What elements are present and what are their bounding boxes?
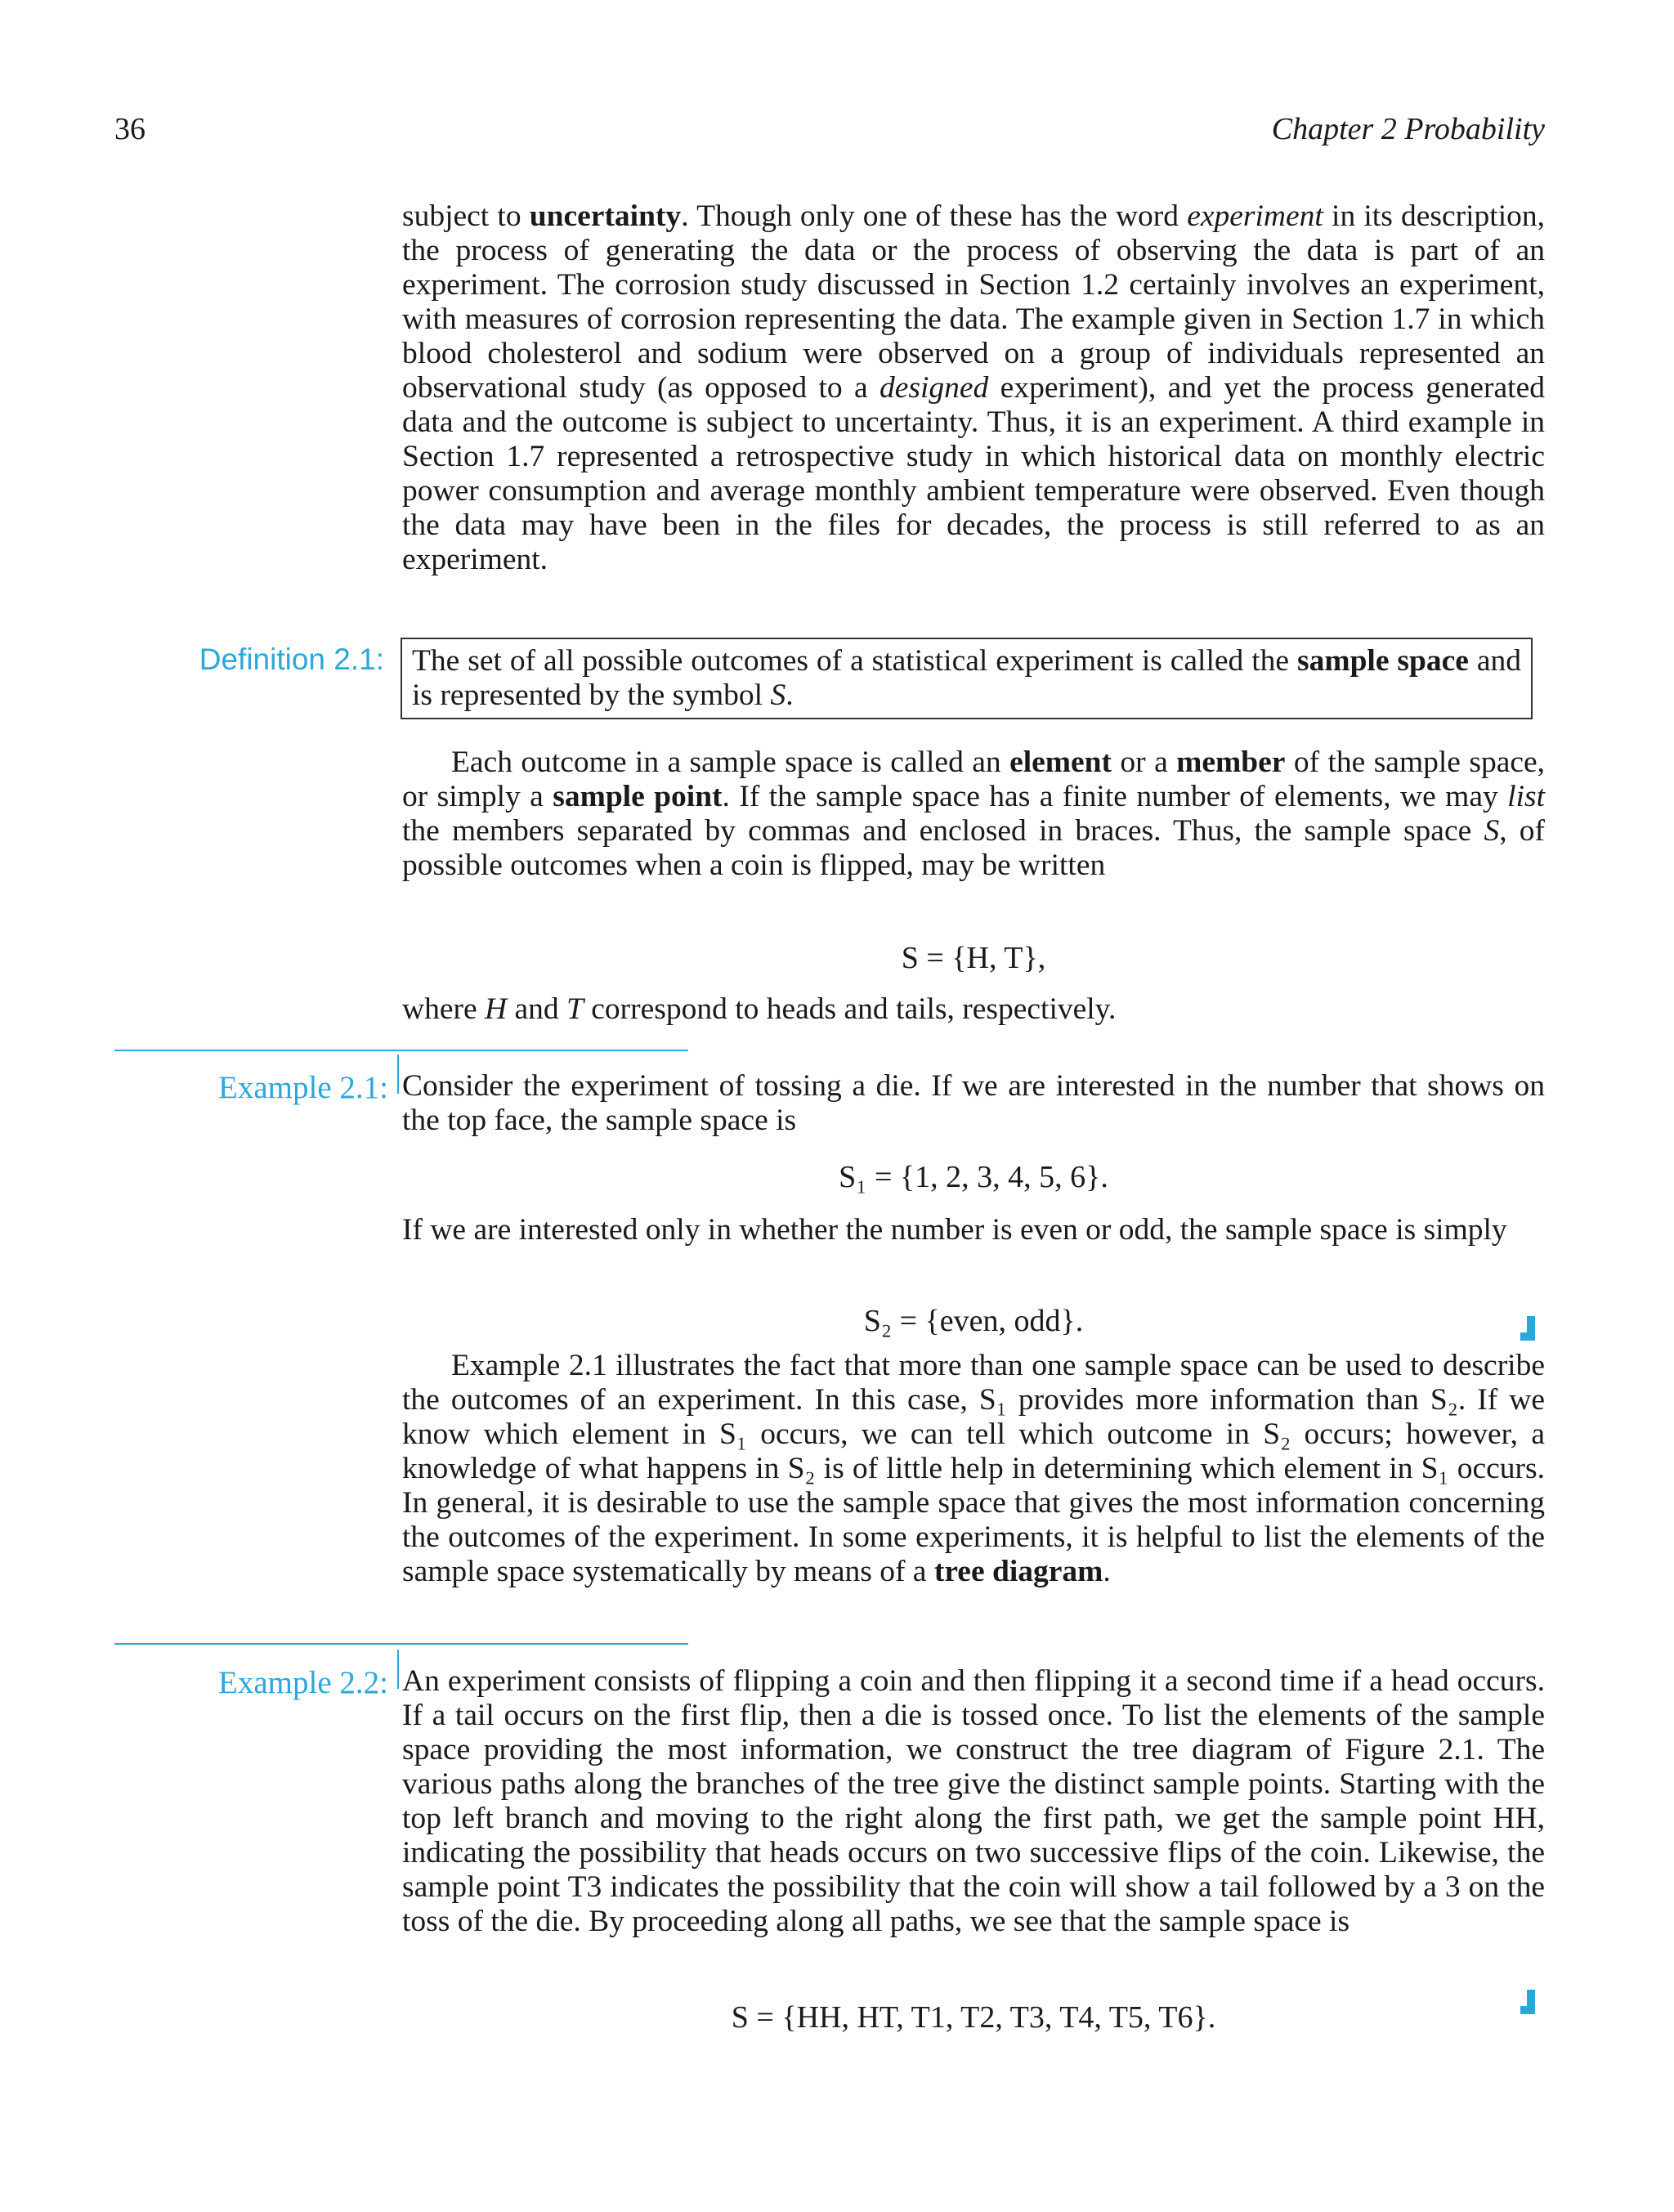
example-divider xyxy=(114,1643,688,1645)
example-text: Consider the experiment of tossing a die. If we are interested in the number that shows on the top face, the sample space is xyxy=(402,1069,1545,1137)
example-text: An experiment consists of flipping a coin and then flipping it a second time if a head occurs. If a tail occurs on the first flip, then a die is tossed once. To list the elements of the sample space providing the most information, we construct the tree diagram of Figure 2.1. The various paths along the branches of the tree give the distinct sample points. Starting with the top left branch and moving to the right along the first path, we get the sample point HH, indicating the possibility that heads occurs on two successive flips of the coin. Likewise, the sample point T3 indicates the possibility that the coin will show a tail followed by a 3 on the toss of the die. By proceeding along all paths, we see that the sample space is xyxy=(402,1664,1545,1938)
definition-box: The set of all possible outcomes of a statistical experiment is called the sample space and is represented by the symbol S. xyxy=(401,638,1533,719)
example-text: If we are interested only in whether the number is even or odd, the sample space is simply xyxy=(402,1213,1507,1247)
where-paragraph: where H and T correspond to heads and tails, respectively. xyxy=(402,992,1117,1026)
equation-die-sample-space: S₁ = {1, 2, 3, 4, 5, 6}. xyxy=(839,1160,1108,1194)
example-divider xyxy=(114,1050,688,1051)
equation-coin-sample-space: S = {H, T}, xyxy=(901,941,1046,975)
equation-tree-sample-space: S = {HH, HT, T1, T2, T3, T4, T5, T6}. xyxy=(731,2000,1216,2035)
end-of-example-marker xyxy=(1520,1990,1535,2014)
example-side-bar xyxy=(397,1055,399,1094)
end-of-example-marker xyxy=(1520,1316,1535,1341)
example-label: Example 2.1: xyxy=(218,1070,388,1105)
elements-paragraph: Each outcome in a sample space is called an element or a member of the sample space, or simply a sample point. If the sample space has a finite number of elements, we may list the members separated by commas and enclosed in braces. Thus, the sample space S, of possible outcomes when a coin is flipped, may be written xyxy=(402,746,1546,882)
illustrates-paragraph: Example 2.1 illustrates the fact that more than one sample space can be used to describe the outcomes of an experiment. In this case, S₁ provides more information than S₂. If we know which element in S₁ occurs, we can tell which outcome in S₂ occurs; however, a knowledge of what happens in S₂ is of little help in determining which element in S₁ occurs. In general, it is desirable to use the sample space that gives the most information concerning the outcomes of the experiment. In some experiments, it is helpful to list the elements of the sample space systematically by means of a tree diagram. xyxy=(402,1349,1545,1588)
equation-even-odd: S₂ = {even, odd}. xyxy=(863,1304,1084,1338)
definition-label: Definition 2.1: xyxy=(199,643,384,676)
running-head: Chapter 2 Probability xyxy=(1271,112,1545,146)
example-side-bar xyxy=(397,1650,399,1689)
example-label: Example 2.2: xyxy=(218,1665,388,1700)
intro-paragraph: subject to uncertainty. Though only one of these has the word experiment in its description, the process of generating the data or the process of observing the data is part of an experiment. The corrosion study discussed in Section 1.2 certainly involves an experiment, with measures of corrosion representing the data. The example given in Section 1.7 in which blood cholesterol and sodium were observed on a group of individuals represented an observational study (as opposed to a designed experiment), and yet the process generated data and the outcome is subject to uncertainty. Thus, it is an experiment. A third example in Section 1.7 represented a retrospective study in which historical data on monthly electric power consumption and average monthly ambient temperature were observed. Even though the data may have been in the files for decades, the process is still referred to as an experiment. xyxy=(402,199,1546,576)
page-number: 36 xyxy=(114,112,145,146)
